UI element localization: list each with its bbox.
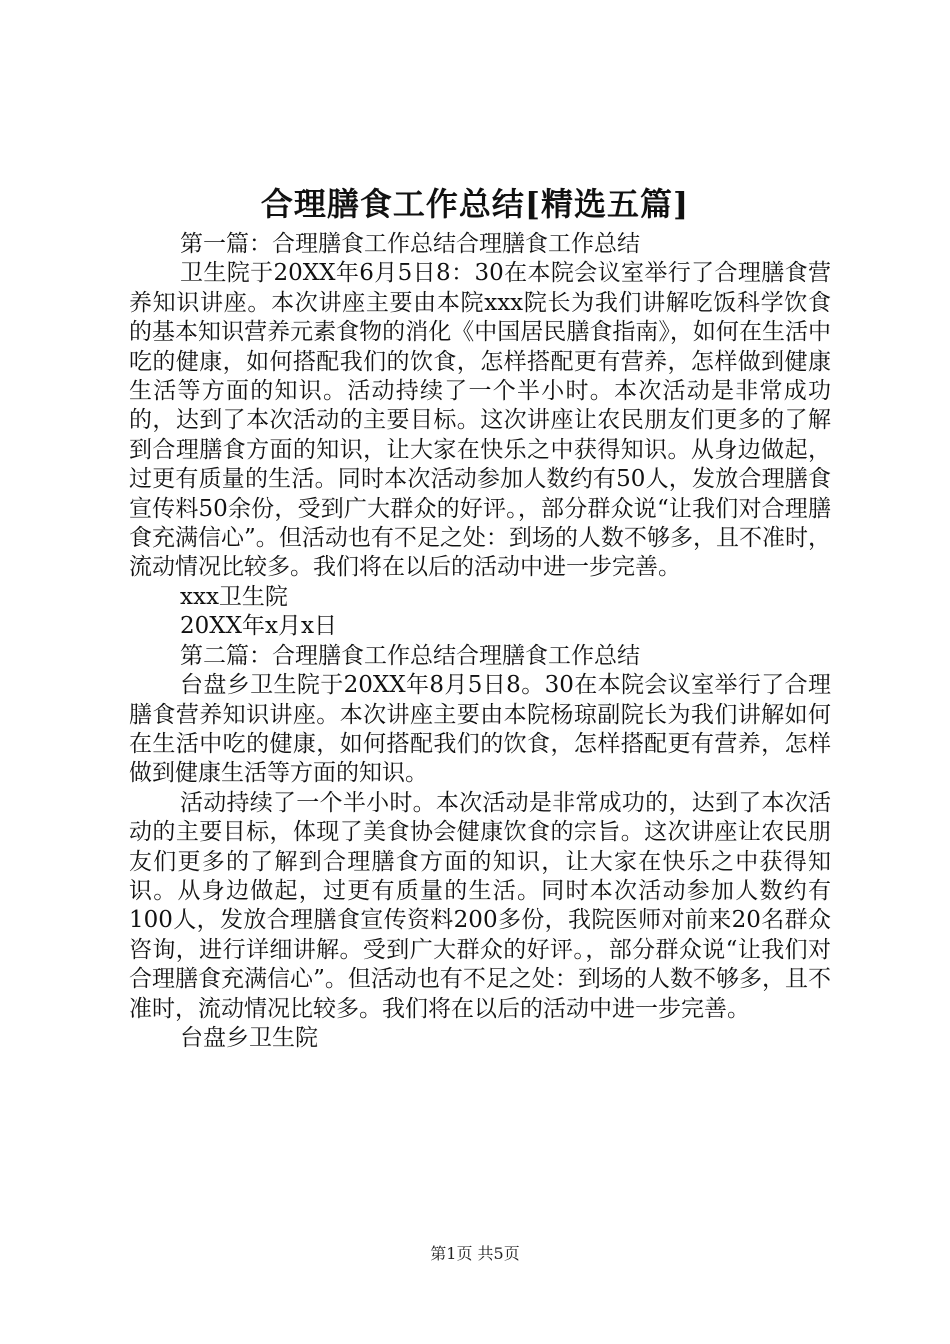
document-body	[129, 230, 831, 1053]
signature-organization-2: 台盘乡卫生院	[180, 1024, 318, 1051]
paragraph-1: 卫生院于20XX年6月5日8：30在本院会议室举行了合理膳食营养知识讲座。本次讲座主要由本院xxx院长为我们讲解吃饭科学饮食的基本知识营养元素食物的消化《中国居民膳食指南》，如何在生活中吃的健康，如何搭配我们的饮食，怎样搭配更有营养，怎样做到健康生活等方面的知识。活动持续了一个半小时。本次活动是非常成功的，达到了本次活动的主要目标。这次讲座让农民朋友们更多的了解到合理膳食方面的知识，让大家在快乐之中获得知识。从身边做起，过更有质量的生活。同时本次活动参加人数约有50人，发放合理膳食宣传料50余份，受到广大群众的好评。，部分群众说“让我们对合理膳食充满信心”。但活动也有不足之处：到场的人数不够多，且不准时，流动情况比较多。我们将在以后的活动中进一步完善。	[129, 260, 831, 581]
signature-date-1: 20XX年x月x日	[180, 613, 337, 640]
paragraph-3: 活动持续了一个半小时。本次活动是非常成功的，达到了本次活动的主要目标，体现了美食协会健康饮食的宗旨。这次讲座让农民朋友们更多的了解到合理膳食方面的知识，让大家在快乐之中获得知识。从身边做起，过更有质量的生活。同时本次活动参加人数约有100人，发放合理膳食宣传资料200多份，我院医师对前来20名群众咨询，进行详细讲解。受到广大群众的好评。，部分群众说“让我们对合理膳食充满信心”。但活动也有不足之处：到场的人数不够多，且不准时，流动情况比较多。我们将在以后的活动中进一步完善。	[129, 789, 831, 1022]
paragraph-2: 台盘乡卫生院于20XX年8月5日8。30在本院会议室举行了合理膳食营养知识讲座。本次讲座主要由本院杨琼副院长为我们讲解如何在生活中吃的健康，如何搭配我们的饮食，怎样搭配更有营养，怎样做到健康生活等方面的知识。	[129, 672, 831, 787]
document-title: 合理膳食工作总结[精选五篇]	[260, 185, 690, 223]
section-heading-2: 第二篇：合理膳食工作总结合理膳食工作总结	[180, 642, 640, 669]
section-heading-1: 第一篇：合理膳食工作总结合理膳食工作总结	[180, 231, 640, 257]
signature-organization-1: xxx卫生院	[180, 583, 288, 610]
page-indicator: 第1页 共5页	[430, 1244, 520, 1263]
